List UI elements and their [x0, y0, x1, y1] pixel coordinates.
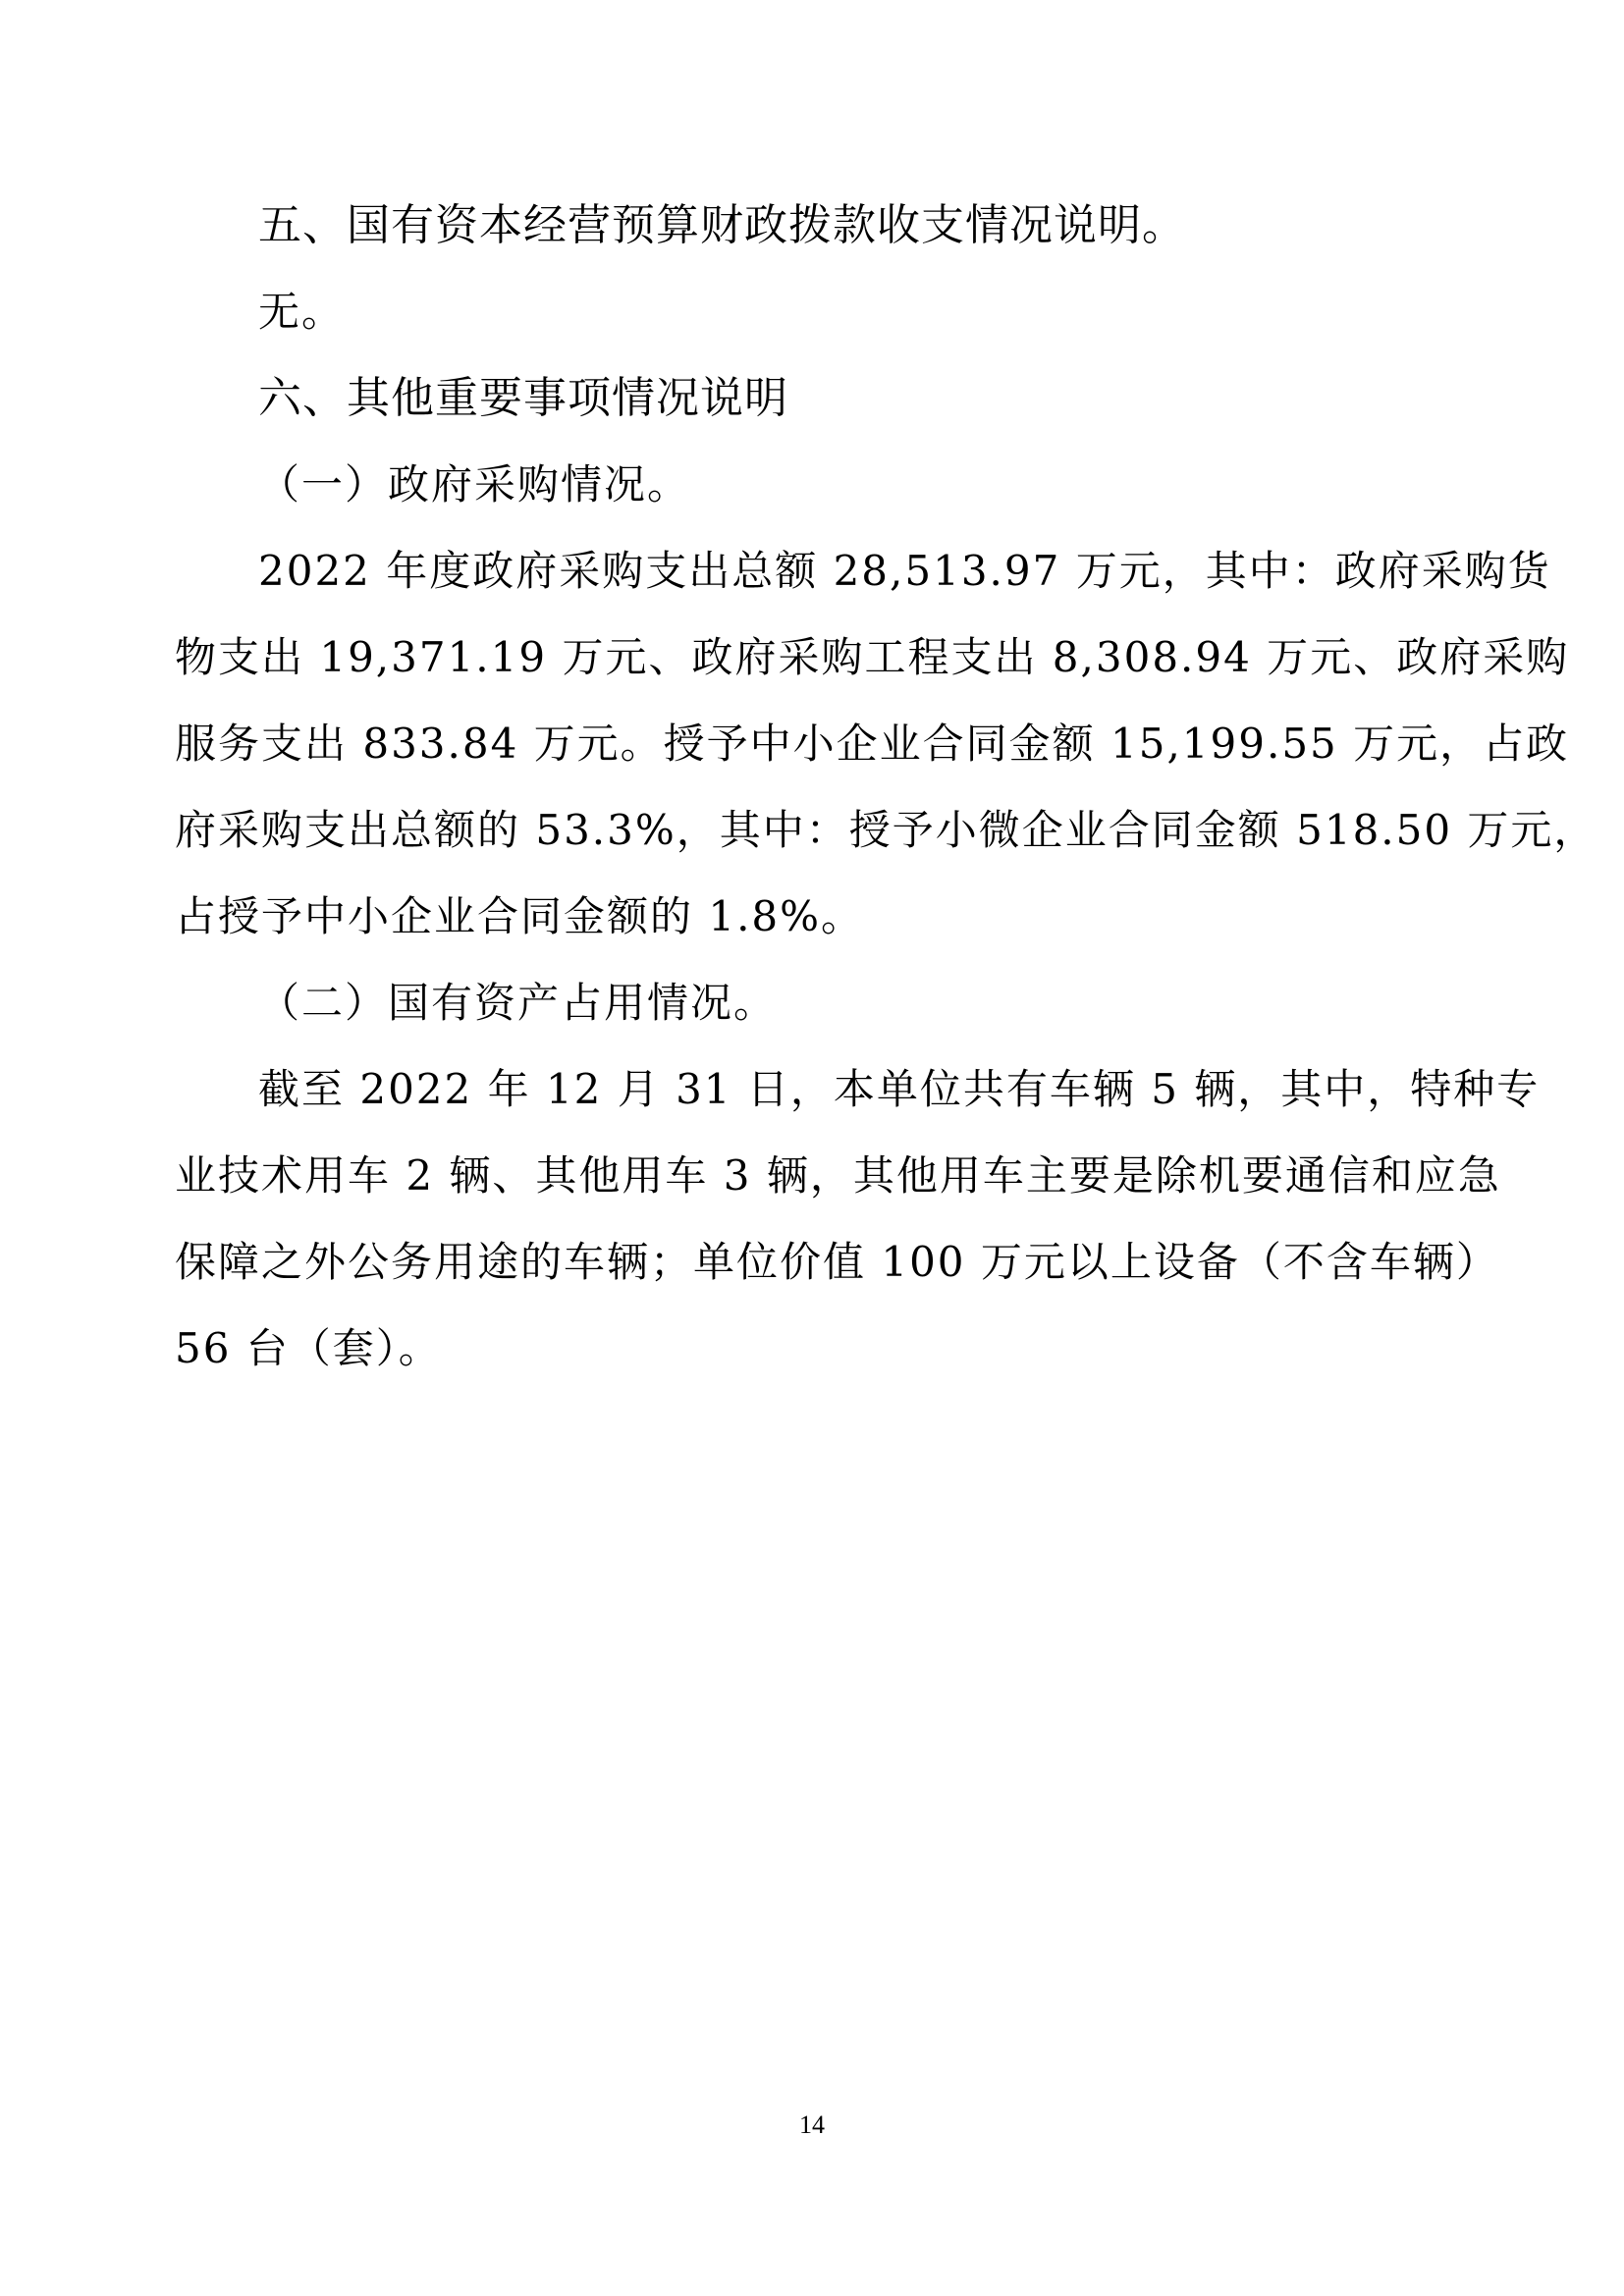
assets-paragraph-line: 保障之外公务用途的车辆；单位价值 100 万元以上设备（不含车辆）: [175, 1238, 1499, 1286]
section-6-heading: 六、其他重要事项情况说明: [258, 373, 788, 423]
subsection-assets-title: （二）国有资产占用情况。: [258, 979, 778, 1027]
page-number: 14: [799, 2110, 825, 2139]
assets-paragraph-line: 业技术用车 2 辆、其他用车 3 辆，其他用车主要是除机要通信和应急: [175, 1151, 1501, 1200]
section-5-heading: 五、国有资本经营预算财政拨款收支情况说明。: [258, 200, 1186, 250]
assets-paragraph-line: 截至 2022 年 12 月 31 日，本单位共有车辆 5 辆，其中，特种专: [258, 1065, 1541, 1113]
assets-paragraph-line: 56 台（套）。: [175, 1324, 442, 1372]
procurement-paragraph-line: 占授予中小企业合同金额的 1.8%。: [175, 892, 865, 940]
procurement-paragraph-line: 2022 年度政府采购支出总额 28,513.97 万元，其中：政府采购货: [258, 547, 1551, 595]
procurement-paragraph-line: 物支出 19,371.19 万元、政府采购工程支出 8,308.94 万元、政府采购: [175, 633, 1570, 681]
procurement-paragraph-line: 服务支出 833.84 万元。授予中小企业合同金额 15,199.55 万元，占政: [175, 720, 1570, 768]
subsection-procurement-title: （一）政府采购情况。: [258, 460, 691, 508]
procurement-paragraph-line: 府采购支出总额的 53.3%，其中：授予小微企业合同金额 518.50 万元，: [175, 806, 1597, 854]
section-5-body: 无。: [258, 288, 346, 336]
